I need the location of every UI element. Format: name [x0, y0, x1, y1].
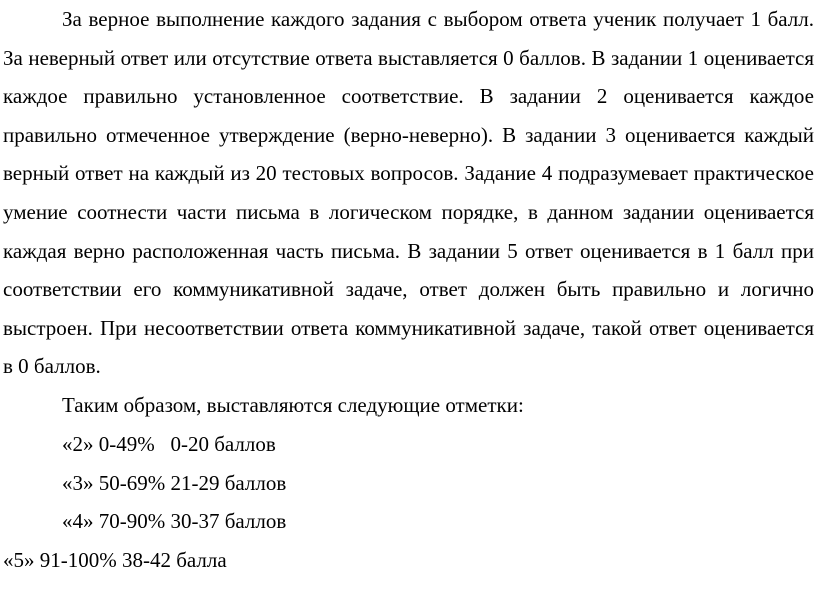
- grading-criteria-paragraph: За верное выполнение каждого задания с выбором ответа ученик получает 1 балл. За неверный ответ или отсутствие ответа выставляется 0 баллов. В задании 1 оценивается каждое правильно установленное соответствие. В задании 2 оценивается каждое правильно отмеченное утверждение (верно-неверно). В задании 3 оценивается каждый верный ответ на каждый из 20 тестовых вопросов. Задание 4 подразумевает практическое умение соотнести части письма в логическом порядке, в данном задании оценивается каждая верно расположенная часть письма. В задании 5 ответ оценивается в 1 балл при соответствии его коммуникативной задаче, ответ должен быть правильно и логично выстроен. При несоответствии ответа коммуникативной задаче, такой ответ оценивается в 0 баллов.: [3, 7, 814, 379]
- grade-3-line: «3» 50-69% 21-29 баллов: [62, 471, 287, 495]
- grade-4-line: «4» 70-90% 30-37 баллов: [62, 509, 287, 533]
- grades-intro-line: Таким образом, выставляются следующие отметки:: [62, 393, 524, 417]
- grade-2-line: «2» 0-49% 0-20 баллов: [62, 432, 276, 456]
- grade-5-line: «5» 91-100% 38-42 балла: [3, 548, 227, 572]
